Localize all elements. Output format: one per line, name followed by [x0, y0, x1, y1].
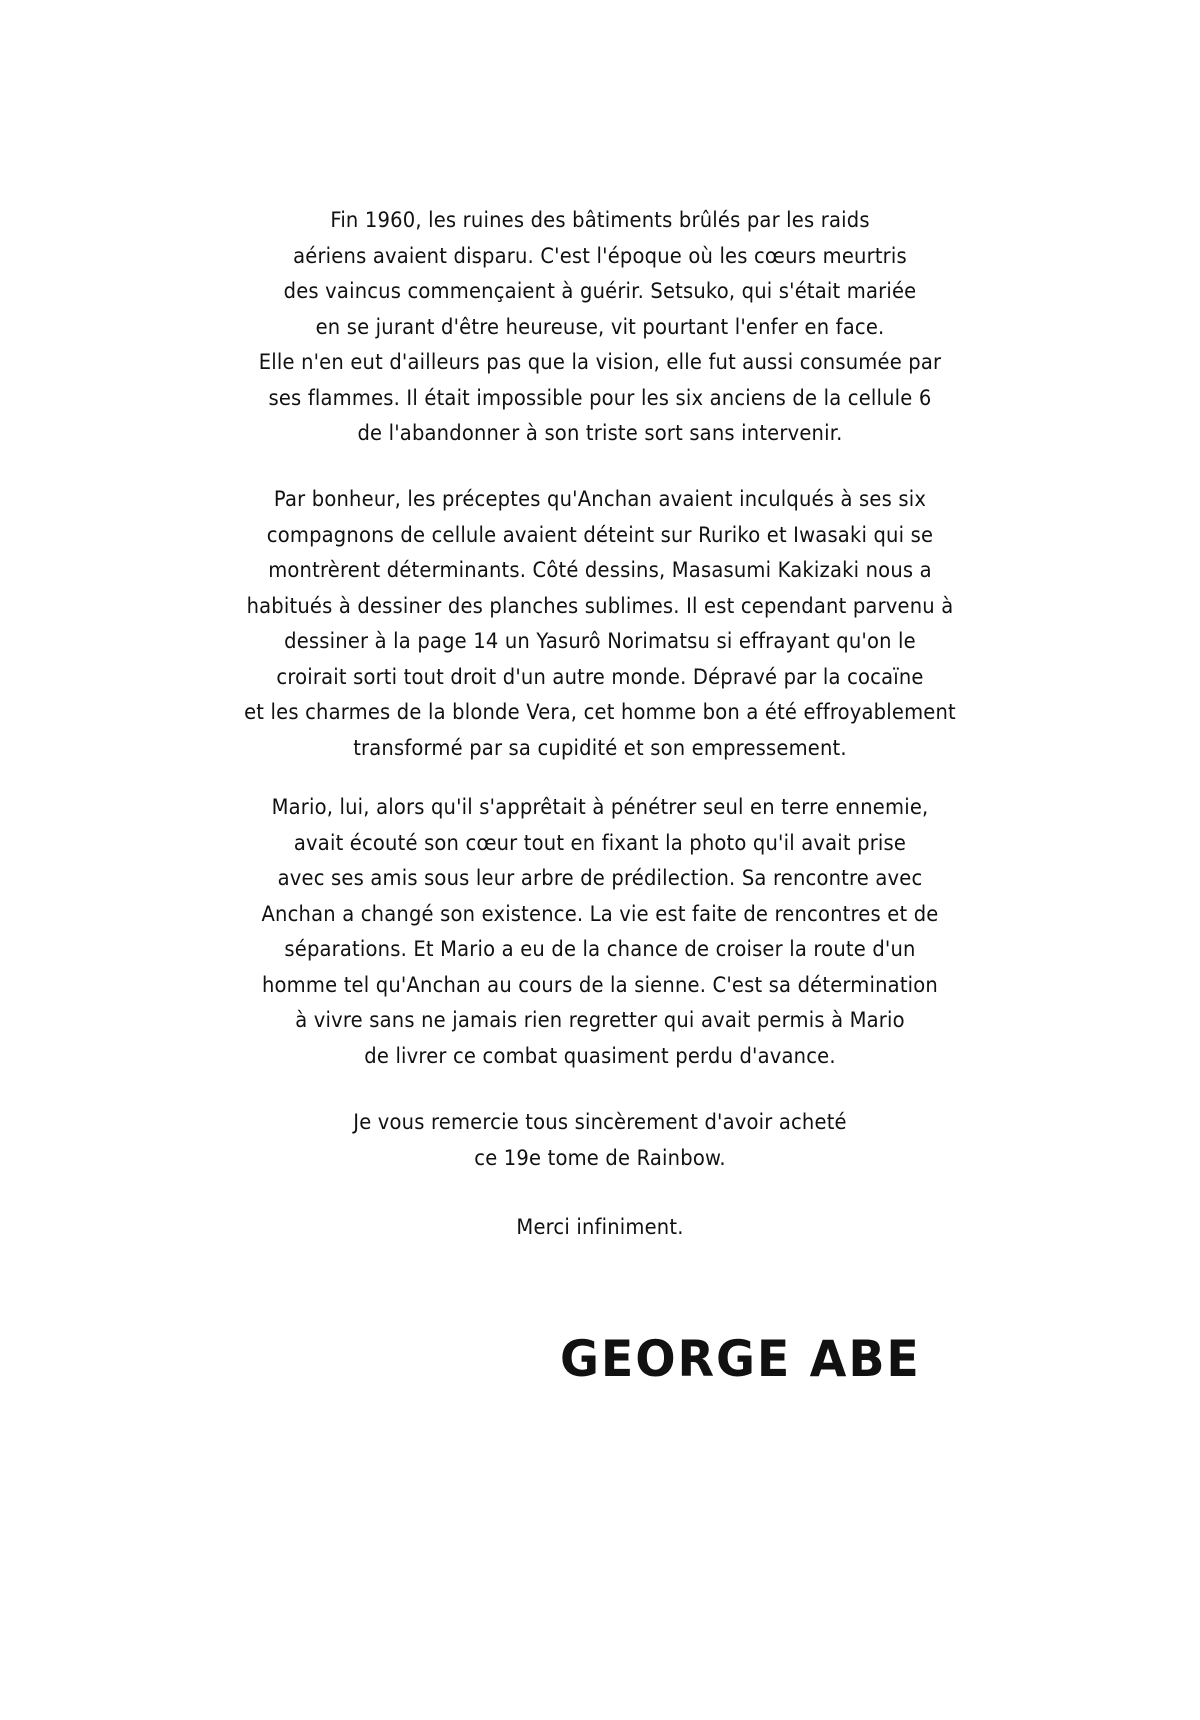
paragraph-thanks: [130, 1105, 1070, 1176]
text-line: Fin 1960, les ruines des bâtiments brûlés par les raids: [330, 208, 870, 232]
text-line: habitués à dessiner des planches sublimes. Il est cependant parvenu à: [246, 593, 954, 618]
text-line: ce 19e tome de Rainbow.: [474, 1145, 726, 1170]
text-line: de l'abandonner à son triste sort sans intervenir.: [357, 421, 843, 445]
text-line: en se jurant d'être heureuse, vit pourtant l'enfer en face.: [315, 314, 885, 339]
text-line: croirait sorti tout droit d'un autre monde. Dépravé par la cocaïne: [276, 664, 924, 689]
paragraph-3: [130, 790, 1070, 1074]
text-line: Elle n'en eut d'ailleurs pas que la vision, elle fut aussi consumée par: [258, 350, 942, 374]
text-line: de livrer ce combat quasiment perdu d'avance.: [364, 1043, 836, 1068]
text-line: compagnons de cellule avaient déteint sur Ruriko et Iwasaki qui se: [266, 522, 934, 547]
text-line: Anchan a changé son existence. La vie est faite de rencontres et de: [261, 901, 939, 926]
text-line: des vaincus commençaient à guérir. Setsuko, qui s'était mariée: [283, 279, 917, 303]
text-line: homme tel qu'Anchan au cours de la sienne. C'est sa détermination: [261, 972, 938, 997]
text-line: à vivre sans ne jamais rien regretter qui avait permis à Mario: [295, 1008, 905, 1032]
text-line: aériens avaient disparu. C'est l'époque où les cœurs meurtris: [293, 243, 907, 268]
text-line: dessiner à la page 14 un Yasurô Norimatsu si effrayant qu'on le: [284, 629, 916, 653]
author-signature: GEORGE ABE: [560, 1330, 921, 1388]
text-line: transformé par sa cupidité et son empressement.: [353, 735, 847, 760]
text-line: montrèrent déterminants. Côté dessins, Masasumi Kakizaki nous a: [268, 558, 932, 582]
paragraph-closing: [130, 1210, 1070, 1246]
text-line: Je vous remercie tous sincèrement d'avoir acheté: [353, 1110, 847, 1134]
text-line: ses flammes. Il était impossible pour les six anciens de la cellule 6: [268, 385, 932, 410]
text-line: Merci infiniment.: [516, 1215, 684, 1239]
text-line: séparations. Et Mario a eu de la chance de croiser la route d'un: [284, 937, 916, 961]
text-line: Mario, lui, alors qu'il s'apprêtait à pénétrer seul en terre ennemie,: [271, 795, 929, 819]
paragraph-2: [130, 482, 1070, 766]
text-line: avec ses amis sous leur arbre de prédilection. Sa rencontre avec: [277, 866, 923, 890]
text-line: et les charmes de la blonde Vera, cet homme bon a été effroyablement: [244, 700, 956, 724]
text-line: avait écouté son cœur tout en fixant la photo qu'il avait prise: [293, 830, 907, 855]
paragraph-1: [130, 203, 1070, 452]
text-line: Par bonheur, les préceptes qu'Anchan avaient inculqués à ses six: [273, 487, 927, 511]
